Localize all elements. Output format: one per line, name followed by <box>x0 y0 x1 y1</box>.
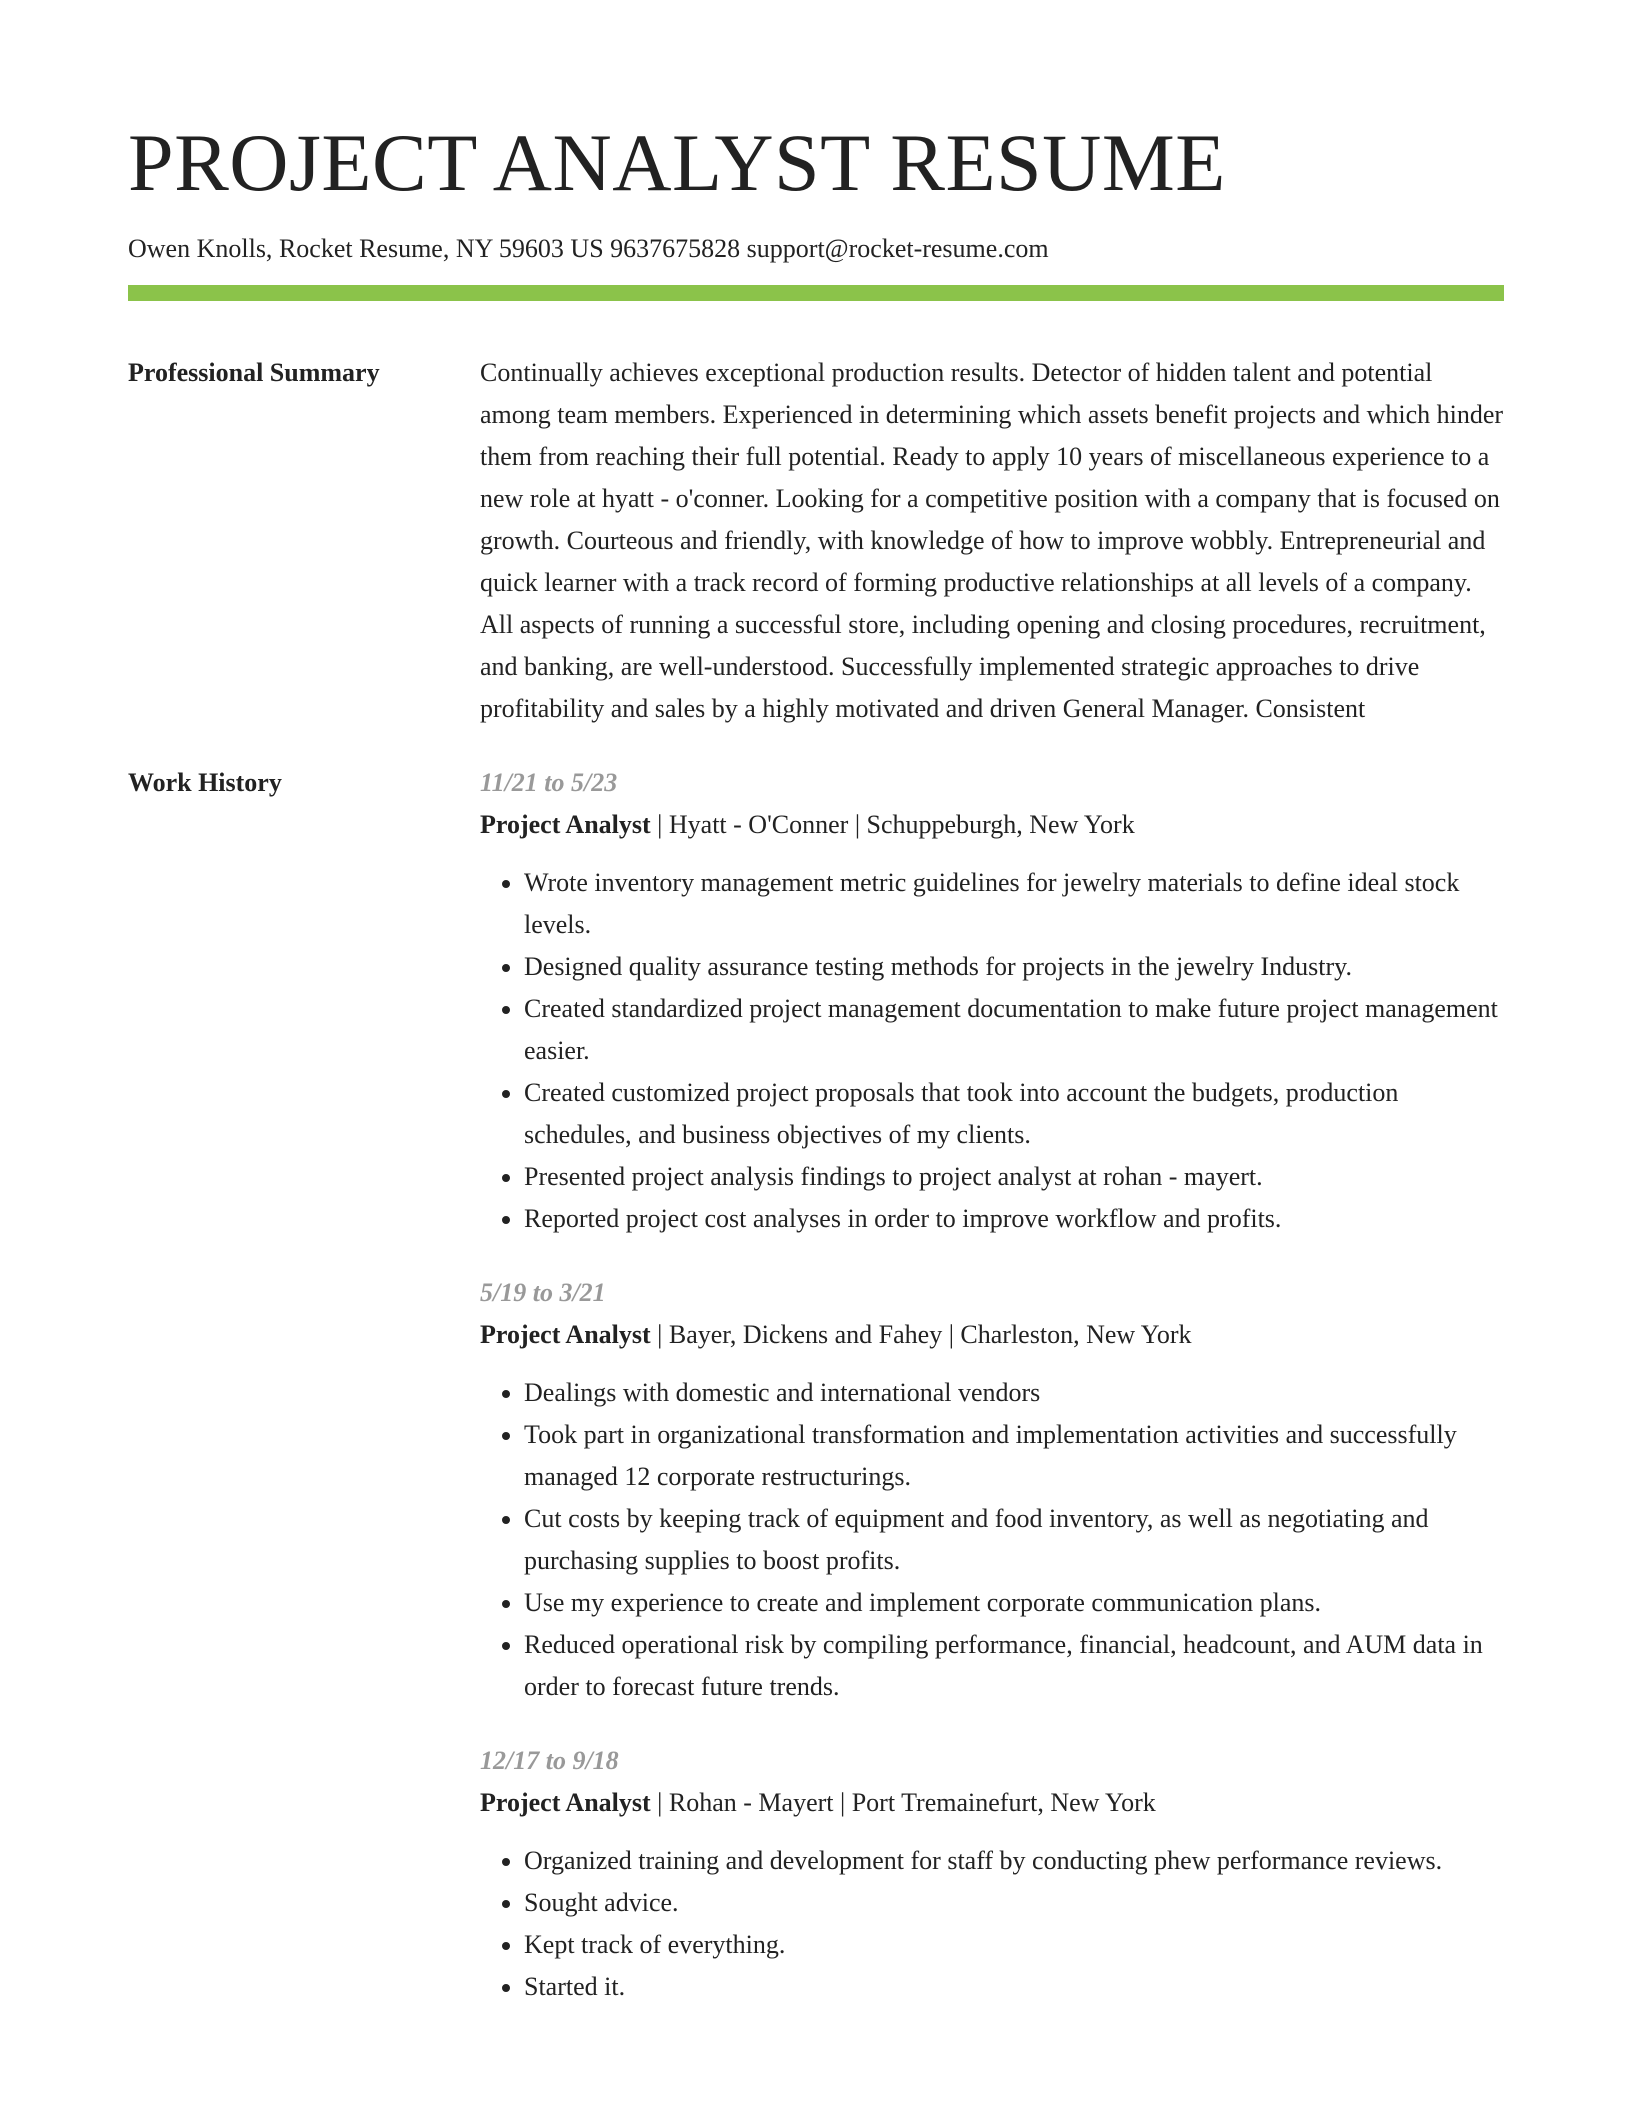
job-separator <box>651 810 669 839</box>
job-bullet: • Designed quality assurance testing methods for projects in the jewelry Industry. <box>524 946 1504 988</box>
job-bullet: • Took part in organizational transformation and implementation activities and successfully managed 12 corporate restructurings. <box>524 1414 1504 1498</box>
job-bullet-list <box>480 1840 1504 2008</box>
section-label-work-history: Work History <box>128 768 282 797</box>
job-separator <box>834 1788 852 1817</box>
job-separator <box>942 1320 960 1349</box>
job-separator <box>651 1320 669 1349</box>
job-bullet: • Organized training and development for staff by conducting phew performance reviews. <box>524 1840 1504 1882</box>
job-bullet: • Started it. <box>524 1966 1504 2008</box>
job-title: Project Analyst <box>480 810 651 839</box>
job-bullet: • Created standardized project management documentation to make future project management easier. <box>524 988 1504 1072</box>
contact-name: Owen Knolls, <box>128 234 273 263</box>
job-heading <box>480 804 1504 846</box>
summary-body <box>480 352 1504 730</box>
job-title: Project Analyst <box>480 1788 651 1817</box>
job-separator <box>848 810 866 839</box>
job-company: Hyatt - O'Conner <box>668 810 849 839</box>
job-bullet: • Dealings with domestic and international vendors <box>524 1372 1504 1414</box>
job-bullet: • Cut costs by keeping track of equipment and food inventory, as well as negotiating and purchasing supplies to boost profits. <box>524 1498 1504 1582</box>
work-history-section <box>128 762 1504 2040</box>
job-location: Port Tremainefurt, New York <box>851 1788 1156 1817</box>
job-company: Rohan - Mayert <box>668 1788 834 1817</box>
job-heading <box>480 1782 1504 1824</box>
job-location: Schuppeburgh, New York <box>866 810 1135 839</box>
job-entry <box>480 1272 1504 1708</box>
job-bullet: • Kept track of everything. <box>524 1924 1504 1966</box>
job-bullet: • Sought advice. <box>524 1882 1504 1924</box>
job-bullet: • Wrote inventory management metric guidelines for jewelry materials to define ideal stock levels. <box>524 862 1504 946</box>
job-dates: 5/19 to 3/21 <box>480 1278 606 1307</box>
job-dates: 11/21 to 5/23 <box>480 768 618 797</box>
contact-address: Rocket Resume, NY 59603 US <box>278 234 604 263</box>
header-divider <box>128 285 1504 301</box>
job-entry <box>480 762 1504 1240</box>
resume-title: PROJECT ANALYST RESUME <box>128 117 1226 208</box>
professional-summary-section <box>128 352 1504 730</box>
summary-text: Continually achieves exceptional production results. Detector of hidden talent and potential among team members. Experienced in determining which assets benefit projects and which hinder them from reaching their full potential. Ready to apply 10 years of miscellaneous experience to a new role at hyatt - o'conner. Looking for a competitive position with a company that is focused on growth. Courteous and friendly, with knowledge of how to improve wobbly. Entrepreneurial and quick learner with a track record of forming productive relationships at all levels of a company. All aspects of running a successful store, including opening and closing procedures, recruitment, and banking, are well-understood. Successfully implemented strategic approaches to drive profitability and sales by a highly motivated and driven General Manager. Consistent <box>480 358 1504 723</box>
job-title: Project Analyst <box>480 1320 651 1349</box>
job-heading <box>480 1314 1504 1356</box>
work-history-body <box>480 762 1504 2040</box>
section-label-summary: Professional Summary <box>128 358 380 387</box>
job-bullet-list <box>480 862 1504 1240</box>
job-separator <box>651 1788 669 1817</box>
contact-line <box>128 233 1049 265</box>
job-bullet: • Presented project analysis findings to project analyst at rohan - mayert. <box>524 1156 1504 1198</box>
contact-email: support@rocket-resume.com <box>746 234 1049 263</box>
job-bullet: • Created customized project proposals that took into account the budgets, production schedules, and business objectives of my clients. <box>524 1072 1504 1156</box>
job-dates: 12/17 to 9/18 <box>480 1746 619 1775</box>
contact-phone: 9637675828 <box>610 234 741 263</box>
job-bullet: • Use my experience to create and implement corporate communication plans. <box>524 1582 1504 1624</box>
job-company: Bayer, Dickens and Fahey <box>668 1320 943 1349</box>
job-bullet: • Reduced operational risk by compiling performance, financial, headcount, and AUM data in order to forecast future trends. <box>524 1624 1504 1708</box>
job-bullet: • Reported project cost analyses in order to improve workflow and profits. <box>524 1198 1504 1240</box>
job-bullet-list <box>480 1372 1504 1708</box>
resume-sections <box>128 352 1504 2040</box>
job-entry <box>480 1740 1504 2008</box>
job-location: Charleston, New York <box>960 1320 1192 1349</box>
